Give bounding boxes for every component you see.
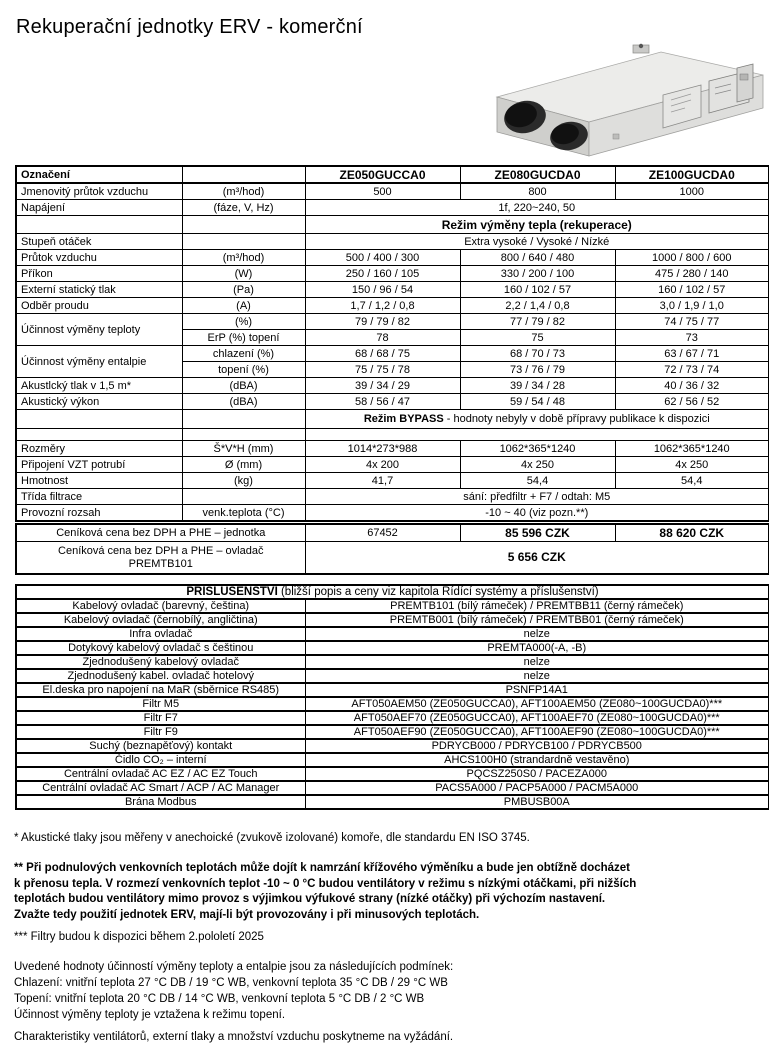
spec-value: 1,7 / 1,2 / 0,8: [305, 298, 460, 314]
accessories-table: [15, 584, 769, 810]
page-title: Rekuperační jednotky ERV - komerční: [16, 16, 363, 38]
spec-value: 54,4: [615, 473, 769, 489]
model-name-1: ZE050GUCCA0: [305, 166, 460, 183]
spec-value: 58 / 56 / 47: [305, 394, 460, 410]
accessory-label: Centrální ovladač AC Smart / ACP / AC Manager: [16, 781, 305, 795]
accessory-value: AHCS100H0 (strandardně vestavěno): [305, 753, 769, 767]
spec-row-power-supply: [16, 200, 769, 216]
spec-row-weight: [16, 473, 769, 489]
spec-value: 68 / 68 / 75: [305, 346, 460, 362]
control-box-2-side: [737, 64, 753, 102]
price-label: [16, 542, 305, 575]
spec-value: 800: [460, 183, 615, 200]
accessory-label: Filtr F9: [16, 725, 305, 739]
spec-row-speed: [16, 234, 769, 250]
spec-value: 41,7: [305, 473, 460, 489]
accessory-label: Kabelový ovladač (černobílý, angličtina): [16, 613, 305, 627]
spec-row-duct: [16, 457, 769, 473]
footnote-subzero-line2: k přenosu tepla. V rozmezí venkovních teplot -10 ~ 0 °C budou ventilátory v režimu s nízkými otáčkami, při nižších: [14, 877, 637, 890]
row-unit: (m³/hod): [182, 250, 305, 266]
spec-span-value: -10 ~ 40 (viz pozn.**): [305, 505, 769, 522]
spec-value: 68 / 70 / 73: [460, 346, 615, 362]
spec-span-value: sání: předfiltr + F7 / odtah: M5: [305, 489, 769, 505]
spec-row-sound-power: [16, 394, 769, 410]
row-unit-empty: [182, 234, 305, 250]
spec-value: 1062*365*1240: [460, 441, 615, 457]
row-label: Průtok vzduchu: [16, 250, 182, 266]
accessory-row: [16, 795, 769, 809]
spec-value: 1000 / 800 / 600: [615, 250, 769, 266]
accessory-label: Zjednodušený kabel. ovladač hotelový: [16, 669, 305, 683]
spec-row-esp: [16, 282, 769, 298]
row-label: Napájení: [16, 200, 182, 216]
row-label: Akustlcký tlak v 1,5 m*: [16, 378, 182, 394]
spec-table: [15, 165, 769, 522]
row-label-empty: [16, 216, 182, 234]
spec-value: 800 / 640 / 480: [460, 250, 615, 266]
spec-value: 1000: [615, 183, 769, 200]
spec-value: 500: [305, 183, 460, 200]
spec-row-flow: [16, 250, 769, 266]
spec-value: 74 / 75 / 77: [615, 314, 769, 330]
spec-value: 79 / 79 / 82: [305, 314, 460, 330]
accessories-title-rest: (bližší popis a ceny viz kapitola Řídící systémy a příslušenství): [277, 586, 599, 598]
spec-value: 150 / 96 / 54: [305, 282, 460, 298]
price-row-controller: [16, 542, 769, 575]
spec-span-value: 1f, 220~240, 50: [305, 200, 769, 216]
price-controller-value: 5 656 CZK: [305, 542, 769, 575]
spec-row-sound-pressure: [16, 378, 769, 394]
price-label-line2: PREMTB101: [128, 557, 193, 570]
footnote-subzero-line4: Zvažte tedy použití jednotek ERV, mají-li být provozovány i při minusových teplotách.: [14, 908, 480, 921]
spec-row-current: [16, 298, 769, 314]
spec-row-mode-heat: [16, 216, 769, 234]
row-label: Stupeň otáček: [16, 234, 182, 250]
row-unit-empty: [182, 489, 305, 505]
spec-value: 77 / 79 / 82: [460, 314, 615, 330]
spec-value: 39 / 34 / 28: [460, 378, 615, 394]
accessory-value: nelze: [305, 669, 769, 683]
spec-value: 330 / 200 / 100: [460, 266, 615, 282]
spec-value: 39 / 34 / 29: [305, 378, 460, 394]
row-unit-empty: [182, 216, 305, 234]
row-unit: ErP (%) topení: [182, 330, 305, 346]
accessory-row: [16, 599, 769, 613]
spec-value: 4x 250: [615, 457, 769, 473]
footnote-subzero-line3: teplotách budou ventilátory mimo provoz s výjimkou výfukové strany (nízké otáčky) při výchozím nastavení.: [14, 893, 606, 905]
row-label: Odběr proudu: [16, 298, 182, 314]
spec-value: 59 / 54 / 48: [460, 394, 615, 410]
row-unit: chlazení (%): [182, 346, 305, 362]
model-name-2: ZE080GUCDA0: [460, 166, 615, 183]
spec-row-nominal-flow: [16, 183, 769, 200]
accessory-row: [16, 753, 769, 767]
accessory-row: [16, 767, 769, 781]
price-label: Ceníková cena bez DPH a PHE – jednotka: [16, 524, 305, 542]
spec-value: 4x 250: [460, 457, 615, 473]
spec-value: 75: [460, 330, 615, 346]
row-label: Připojení VZT potrubí: [16, 457, 182, 473]
row-unit: (kg): [182, 473, 305, 489]
row-unit: venk.teplota (°C): [182, 505, 305, 522]
row-label: Hmotnost: [16, 473, 182, 489]
accessory-label: Suchý (beznapěťový) kontakt: [16, 739, 305, 753]
spec-row-filter-class: [16, 489, 769, 505]
accessory-label: Filtr M5: [16, 697, 305, 711]
price-value-2: 85 596 CZK: [460, 524, 615, 542]
spec-span-value: Extra vysoké / Vysoké / Nízké: [305, 234, 769, 250]
row-label: Rozměry: [16, 441, 182, 457]
bypass-title: Režim BYPASS: [363, 413, 444, 425]
spec-row-bypass: [16, 410, 769, 429]
accessory-label: El.deska pro napojení na MaR (sběrnice RS485): [16, 683, 305, 697]
spec-value: 62 / 56 / 52: [615, 394, 769, 410]
conditions-line3: Topení: vnitřní teplota 20 °C DB / 14 °C WB, venkovní teplota 5 °C DB / 2 °C WB: [14, 993, 425, 1005]
accessory-label: Centrální ovladač AC EZ / AC EZ Touch: [16, 767, 305, 781]
accessory-value: PREMTB101 (bílý rámeček) / PREMTBB11 (černý rámeček): [305, 599, 769, 613]
accessory-row: [16, 655, 769, 669]
spec-value: 63 / 67 / 71: [615, 346, 769, 362]
spec-value: 2,2 / 1,4 / 0,8: [460, 298, 615, 314]
accessory-row: [16, 697, 769, 711]
accessory-value: PQCSZ250S0 / PACEZA000: [305, 767, 769, 781]
spacer-cell: [16, 429, 182, 441]
accessory-label: Čidlo CO₂ – interní: [16, 753, 305, 767]
row-label: Externí statický tlak: [16, 282, 182, 298]
spec-value: 1014*273*988: [305, 441, 460, 457]
row-label: Provozní rozsah: [16, 505, 182, 522]
accessory-value: PDRYCB000 / PDRYCB100 / PDRYCB500: [305, 739, 769, 753]
spec-value: 475 / 280 / 140: [615, 266, 769, 282]
accessory-value: nelze: [305, 655, 769, 669]
conditions-line4: Účinnost výměny teploty je vztažena k režimu topení.: [14, 1009, 286, 1021]
accessory-row: [16, 669, 769, 683]
accessory-row: [16, 781, 769, 795]
row-unit: (fáze, V, Hz): [182, 200, 305, 216]
product-photo-erv-unit: [485, 42, 769, 164]
front-latch: [613, 134, 619, 139]
spec-value: 3,0 / 1,9 / 1,0: [615, 298, 769, 314]
accessory-value: PMBUSB00A: [305, 795, 769, 809]
price-label-line1: Ceníková cena bez DPH a PHE – ovladač: [58, 544, 264, 557]
accessory-value: PSNFP14A1: [305, 683, 769, 697]
spec-row-input-power: [16, 266, 769, 282]
row-unit: (m³/hod): [182, 183, 305, 200]
spec-header-row: [16, 166, 769, 183]
accessory-row: [16, 683, 769, 697]
conditions-line1: Uvedené hodnoty účinností výměny teploty a entalpie jsou za následujících podmínek:: [14, 961, 454, 973]
row-unit: (W): [182, 266, 305, 282]
spec-row-enthalpy-cooling: [16, 346, 769, 362]
accessory-value: nelze: [305, 627, 769, 641]
accessory-label: Filtr F7: [16, 711, 305, 725]
footnote-fan-characteristics: Charakteristiky ventilátorů, externí tlaky a množství vzduchu poskytneme na vyžádání.: [14, 1031, 454, 1043]
accessory-label: Brána Modbus: [16, 795, 305, 809]
accessory-label: Dotykový kabelový ovladač s češtinou: [16, 641, 305, 655]
spec-value: 40 / 36 / 32: [615, 378, 769, 394]
accessory-value: AFT050AEF70 (ZE050GUCCA0), AFT100AEF70 (ZE080~100GUCDA0)***: [305, 711, 769, 725]
accessory-row: [16, 725, 769, 739]
accessories-title: [16, 585, 769, 599]
unit-top-knob: [639, 44, 643, 48]
spec-value: 4x 200: [305, 457, 460, 473]
spec-row-dimensions: [16, 441, 769, 457]
accessory-value: PREMTA000(-A, -B): [305, 641, 769, 655]
accessory-row: [16, 613, 769, 627]
price-value-1: 67452: [305, 524, 460, 542]
accessories-title-bold: PŘÍSLUŠENSTVÍ: [186, 586, 278, 598]
row-unit: (dBA): [182, 378, 305, 394]
spec-value: 250 / 160 / 105: [305, 266, 460, 282]
spec-value: 160 / 102 / 57: [460, 282, 615, 298]
row-unit: (A): [182, 298, 305, 314]
row-unit: Ø (mm): [182, 457, 305, 473]
accessory-row: [16, 627, 769, 641]
accessory-value: AFT050AEM50 (ZE050GUCCA0), AFT100AEM50 (ZE080~100GUCDA0)***: [305, 697, 769, 711]
spec-value: 75 / 75 / 78: [305, 362, 460, 378]
row-unit: (dBA): [182, 394, 305, 410]
bypass-note: [305, 410, 769, 429]
row-unit: (Pa): [182, 282, 305, 298]
accessory-label: Zjednodušený kabelový ovladač: [16, 655, 305, 669]
spec-spacer-row: [16, 429, 769, 441]
spec-value: 1062*365*1240: [615, 441, 769, 457]
row-unit: (%): [182, 314, 305, 330]
spec-value: 72 / 73 / 74: [615, 362, 769, 378]
model-name-3: ZE100GUCDA0: [615, 166, 769, 183]
accessory-value: PACS5A000 / PACP5A000 / PACM5A000: [305, 781, 769, 795]
accessory-row: [16, 641, 769, 655]
row-label: Účinnost výměny teploty: [16, 314, 182, 346]
accessory-label: Infra ovladač: [16, 627, 305, 641]
footnote-acoustic: * Akustické tlaky jsou měřeny v anechoické (zvukově izolované) komoře, dle standardu EN ISO 3745.: [14, 832, 530, 844]
row-label: Příkon: [16, 266, 182, 282]
accessory-label: Kabelový ovladač (barevný, čeština): [16, 599, 305, 613]
footnote-subzero: [14, 861, 636, 923]
price-value-3: 88 620 CZK: [615, 524, 769, 542]
spec-row-operating-range: [16, 505, 769, 522]
row-label: Účinnost výměny entalpie: [16, 346, 182, 378]
row-unit: topení (%): [182, 362, 305, 378]
spec-value: 54,4: [460, 473, 615, 489]
spacer-cell: [305, 429, 769, 441]
accessories-header-row: [16, 585, 769, 599]
spec-row-heat-efficiency: [16, 314, 769, 330]
row-label: Třída filtrace: [16, 489, 182, 505]
row-label: Akustický výkon: [16, 394, 182, 410]
row-label: Jmenovitý průtok vzduchu: [16, 183, 182, 200]
conditions-line2: Chlazení: vnitřní teplota 27 °C DB / 19 °C WB, venkovní teplota 35 °C DB / 29 °C WB: [14, 977, 448, 989]
accessory-value: AFT050AEF90 (ZE050GUCCA0), AFT100AEF90 (ZE080~100GUCDA0)***: [305, 725, 769, 739]
spec-value: 78: [305, 330, 460, 346]
footnote-subzero-line1: ** Při podnulových venkovních teplotách může dojít k namrzání křížového výměníku a bude jen obtížně docházet: [14, 862, 631, 874]
row-label-empty: [16, 410, 182, 429]
accessory-value: PREMTB001 (bílý rámeček) / PREMTBB01 (černý rámeček): [305, 613, 769, 627]
spacer-cell: [182, 429, 305, 441]
spec-value: 160 / 102 / 57: [615, 282, 769, 298]
accessory-row: [16, 711, 769, 725]
spec-value: 73: [615, 330, 769, 346]
row-unit-empty: [182, 410, 305, 429]
spec-value: 73 / 76 / 79: [460, 362, 615, 378]
price-row-unit: [16, 524, 769, 542]
spec-value: 500 / 400 / 300: [305, 250, 460, 266]
accessory-row: [16, 739, 769, 753]
mode-heat-title: Režim výměny tepla (rekuperace): [305, 216, 769, 234]
spec-header-label: Označení: [16, 166, 182, 183]
spec-header-unit-empty: [182, 166, 305, 183]
bypass-text: - hodnoty nebyly v době přípravy publikace k dispozici: [443, 413, 710, 425]
footnote-filters: *** Filtry budou k dispozici během 2.pololetí 2025: [14, 931, 264, 943]
footnote-conditions: [14, 959, 453, 1023]
row-unit: Š*V*H (mm): [182, 441, 305, 457]
price-table: [15, 523, 769, 575]
